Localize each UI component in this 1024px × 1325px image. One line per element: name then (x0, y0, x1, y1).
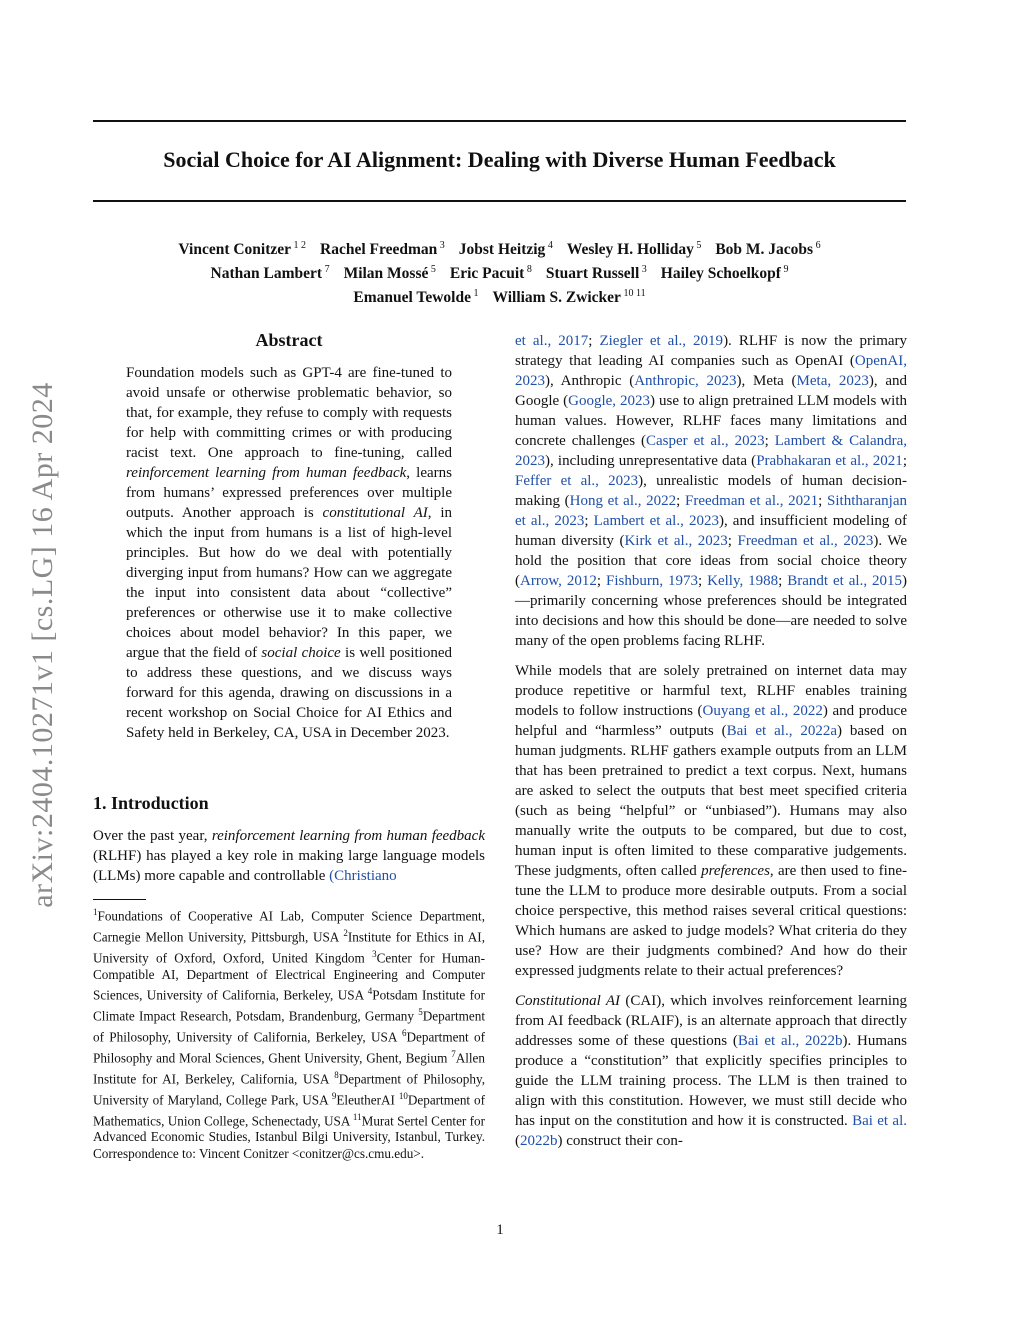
author (211, 265, 330, 282)
author-name: Wesley H. Holliday (566, 241, 694, 259)
footnote-text: Allen Institute for AI, Berkeley, California, USA (93, 1050, 485, 1087)
citation-link[interactable]: Kelly, 1988 (707, 573, 779, 589)
author (715, 241, 820, 258)
emphasis: social choice (261, 645, 341, 661)
citation-link[interactable]: Hong et al., 2022 (569, 493, 677, 509)
author-affiliation-mark: 10 11 (620, 288, 646, 300)
author-affiliation-mark: 1 2 (291, 240, 307, 251)
footnote-mark: 4 (367, 986, 373, 997)
citation-link[interactable]: Bai et al., 2022a (726, 723, 838, 739)
citation-link[interactable]: Google, 2023 (568, 393, 651, 409)
citation-link[interactable]: (Christiano (329, 868, 397, 884)
right-column (515, 331, 907, 1151)
citation-link[interactable]: Fishburn, 1973 (605, 573, 699, 589)
author-affiliation-mark: 7 (322, 264, 330, 276)
author (344, 265, 436, 282)
citation-link[interactable]: Feffer et al., 2023 (515, 473, 639, 489)
citation-link[interactable]: Ouyang et al., 2022 (702, 703, 823, 719)
emphasis: reinforcement learning from human feedback (126, 465, 407, 481)
footnote-text: Murat Sertel Center for Advanced Economic Studies, Istanbul Bilgi University, Istanbul, Turkey. Correspondence to: Vincent Conitzer <conitzer@cs.cmu.edu>. (93, 1112, 486, 1161)
citation-link[interactable]: Lambert & Calandra, 2023 (515, 433, 908, 469)
author-name: Stuart Russell (545, 265, 640, 283)
footnote-text: Foundations of Cooperative AI Lab, Computer Science Department, Carnegie Mellon University, Pittsburgh, USA (93, 908, 485, 945)
author-line (93, 236, 906, 260)
footnote-mark: 5 (418, 1007, 423, 1018)
author (320, 241, 445, 258)
author (661, 265, 789, 282)
left-column (93, 330, 485, 1162)
citation-link[interactable]: Brandt et al., 2015 (787, 573, 903, 589)
citation-link[interactable]: et al., 2017 (515, 333, 589, 349)
footnote-mark: 3 (372, 948, 377, 959)
constitutional-ai-paragraph: Constitutional AI (CAI), which involves reinforcement learning from AI feedback (RLAIF), is an alternate approach that directly addresses some of these questions (Bai et al., 2022b). Humans produce a “constitution” that explicitly specifies principles to guide the LLM training process. The LLM is then trained to align with this constitution. However, we must still decide who has input on the constitution and how it is constructed. Bai et al. (2022b) construct their con- (515, 993, 908, 1149)
footnote-mark: 2 (343, 927, 348, 938)
author (567, 241, 702, 258)
footnote-mark: 11 (352, 1111, 362, 1122)
emphasis: Constitutional AI (515, 993, 621, 1009)
citation-link[interactable]: OpenAI, 2023 (515, 353, 907, 389)
footnote-mark: 1 (93, 907, 98, 917)
affiliation-footnotes (93, 904, 485, 1162)
citation-link[interactable]: Ziegler et al., 2019 (599, 333, 724, 349)
author-affiliation-mark: 3 (437, 240, 445, 251)
author-affiliation-mark: 4 (545, 240, 553, 251)
footnote-text: Institute for Ethics in AI, University of Oxford, Oxford, United Kingdom (93, 929, 485, 966)
author-name: Jobst Heitzig (458, 241, 546, 259)
author-affiliation-mark: 8 (524, 264, 532, 276)
author-name: Bob M. Jacobs (715, 241, 814, 259)
citation-link[interactable]: Anthropic, 2023 (634, 373, 737, 389)
title-rule-bottom (93, 200, 906, 202)
intro-paragraph: Over the past year, reinforcement learning from human feedback (RLHF) has played a key role in making large language models (LLMs) more capable and controllable (Christiano (93, 828, 485, 884)
author-name: Milan Mossé (343, 265, 429, 283)
abstract-heading: Abstract (255, 330, 323, 350)
author (178, 241, 306, 258)
emphasis: reinforcement learning from human feedback (211, 828, 485, 844)
author-affiliation-mark: 9 (780, 264, 789, 276)
footnote-text: Department of Philosophy, University of California, Berkeley, USA (93, 1008, 485, 1045)
citation-link[interactable]: Casper et al., 2023 (645, 433, 765, 449)
author-affiliation-mark: 5 (693, 240, 702, 251)
footnote-text: Potsdam Institute for Climate Impact Research, Potsdam, Brandenburg, Germany (93, 987, 486, 1024)
author-name: Vincent Conitzer (178, 241, 292, 259)
citation-link[interactable]: Meta, 2023 (796, 373, 869, 389)
footnote-rule (93, 899, 146, 900)
author-affiliation-mark: 6 (813, 240, 821, 251)
citation-link[interactable]: Siththaranjan et al., 2023 (515, 493, 907, 529)
footnote-mark: 10 (398, 1090, 408, 1101)
rlhf-paragraph: et al., 2017; Ziegler et al., 2019). RLHF is now the primary strategy that leading AI companies such as OpenAI (OpenAI, 2023), Anthropic (Anthropic, 2023), Meta (Meta, 2023), and Google (Google, 2023) use to align pretrained LLM models with human values. However, RLHF faces many limitations and concrete challenges (Casper et al., 2023; Lambert & Calandra, 2023), including unrepresentative data (Prabhakaran et al., 2021; Feffer et al., 2023), unrealistic models of human decision-making (Hong et al., 2022; Freedman et al., 2021; Siththaranjan et al., 2023; Lambert et al., 2023), and insufficient modeling of human diversity (Kirk et al., 2023; Freedman et al., 2023). We hold the position that core ideas from social choice theory (Arrow, 2012; Fishburn, 1973; Kelly, 1988; Brandt et al., 2015)—primarily concerning whose preferences should be integrated into decisions and how this should be done—are needed to solve many of the open problems facing RLHF. (515, 333, 908, 649)
emphasis: constitutional AI (322, 505, 428, 521)
rlhf-process-paragraph: While models that are solely pretrained on internet data may produce repetitive or harmful text, RLHF enables training models to follow instructions (Ouyang et al., 2022) and produce helpful and “harmless” outputs (Bai et al., 2022a) based on human judgments. RLHF gathers example outputs from an LLM that has been pretrained to predict a text corpus. Next, humans are asked to select the outputs that best meet specified criteria (such as being “helpful” or “unbiased”). Humans may also manually write the outputs to be compared, but due to cost, human input is often limited to these comparative judgements. These judgments, often called preferences, are then used to fine-tune the LLM to produce more desirable outputs. From a social choice perspective, this method raises several critical questions: Which humans are asked to judge models? What criteria do they use? How are their judgments combined? And how do their expressed judgments relate to their actual preferences? (515, 663, 908, 979)
footnote-text: EleutherAI (336, 1092, 399, 1108)
abstract-body: Foundation models such as GPT-4 are fine-tuned to avoid unsafe or otherwise problematic behavior, so that, for example, they refuse to comply with requests for help with committing crimes or with producing racist text. One approach to fine-tuning, called reinforcement learning from human feedback, learns from humans’ expressed preferences over multiple outputs. Another approach is constitutional AI, in which the input from humans is a list of high-level principles. But how do we deal with potentially diverging input from humans? How can we aggregate the input into consistent data about “collective” preferences or otherwise use it to make collective choices about model behavior? In this paper, we argue that the field of social choice is well positioned to address these questions, and we discuss ways forward for this agenda, drawing on discussions in a recent workshop on Social Choice for AI Ethics and Safety held in Berkeley, CA, USA in December 2023. (126, 365, 452, 741)
footnote-mark: 8 (334, 1069, 339, 1080)
citation-link[interactable]: Bai et al., 2022b (737, 1033, 843, 1049)
author (492, 289, 645, 306)
author (459, 241, 553, 258)
footnote-text: Center for Human-Compatible AI, Department of Electrical Engineering and Computer Sciences, University of California, Berkeley, USA (93, 950, 486, 1003)
author-line (93, 260, 906, 284)
emphasis: preferences (701, 863, 770, 879)
citation-link[interactable]: Prabhakaran et al., 2021 (756, 453, 903, 469)
arxiv-identifier: arXiv:2404.10271v1 [cs.LG] 16 Apr 2024 (26, 382, 59, 908)
author-affiliation-mark: 5 (428, 264, 436, 276)
author-name: William S. Zwicker (492, 289, 621, 307)
author-affiliation-mark: 3 (639, 264, 647, 276)
author-name: Hailey Schoelkopf (660, 265, 781, 283)
author-list (93, 236, 906, 308)
author (450, 265, 532, 282)
citation-link[interactable]: Freedman et al., 2023 (737, 533, 874, 549)
citation-link[interactable]: Arrow, 2012 (520, 573, 597, 589)
section-heading-introduction: 1. Introduction (93, 793, 209, 813)
footnote-mark: 9 (331, 1090, 337, 1101)
author-line (93, 284, 906, 308)
citation-link[interactable]: Freedman et al., 2021 (685, 493, 819, 509)
page-number: 1 (496, 1222, 504, 1238)
author-affiliation-mark: 1 (470, 288, 479, 300)
author-name: Rachel Freedman (320, 241, 438, 259)
author-name: Nathan Lambert (210, 265, 323, 283)
footnote-mark: 6 (401, 1027, 407, 1038)
citation-link[interactable]: Bai et al. (852, 1113, 907, 1129)
author (353, 289, 478, 306)
author-name: Eric Pacuit (449, 265, 525, 283)
author-name: Emanuel Tewolde (353, 289, 471, 307)
footnote-mark: 7 (451, 1048, 456, 1059)
title-rule-top (93, 120, 906, 122)
citation-link[interactable]: Kirk et al., 2023 (624, 533, 728, 549)
paper-title: Social Choice for AI Alignment: Dealing with Diverse Human Feedback (163, 147, 836, 172)
citation-link[interactable]: 2022b (520, 1133, 558, 1149)
footnote-text: Department of Mathematics, Union College, Schenectady, USA (93, 1092, 485, 1128)
footnote-text: Department of Philosophy and Moral Sciences, Ghent University, Ghent, Begium (93, 1029, 485, 1066)
footnote-text: Department of Philosophy, University of Maryland, College Park, USA (93, 1071, 485, 1108)
author (546, 265, 647, 282)
citation-link[interactable]: Lambert et al., 2023 (593, 513, 719, 529)
